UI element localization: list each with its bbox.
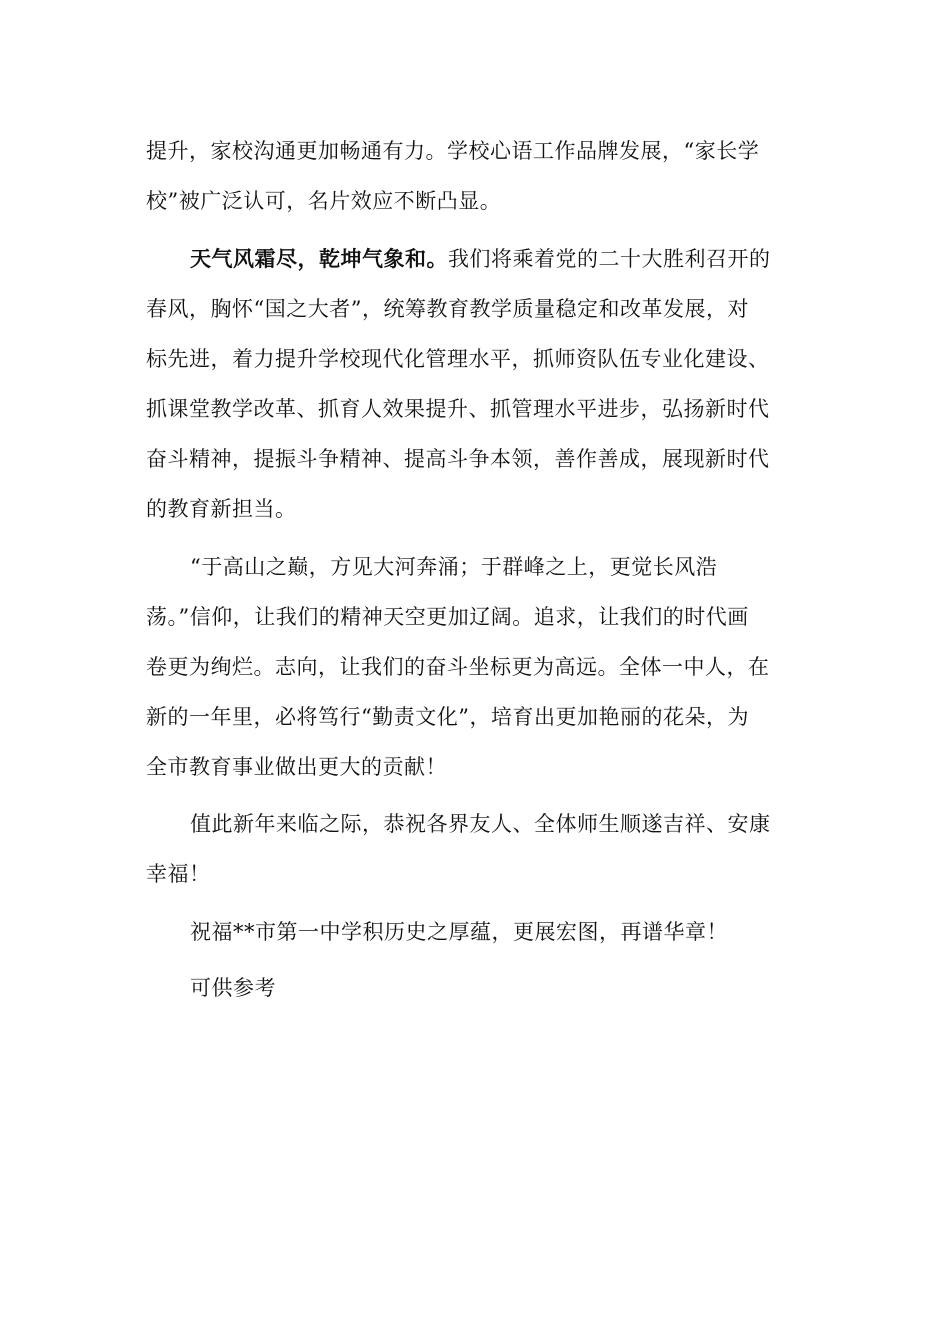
paragraph-4-line-1: 值此新年来临之际，恭祝各界友人、全体师生顺遂吉祥、安康 [190, 812, 771, 836]
paragraph-2-line-6: 的教育新担当。 [146, 497, 297, 521]
paragraph-4-line-2: 幸福！ [146, 862, 211, 886]
paragraph-2-line-1 [190, 244, 771, 274]
paragraph-2-line-2: 春风，胸怀“国之大者”，统筹教育教学质量稳定和改革发展，对 [146, 297, 749, 321]
paragraph-1-line-1: 提升，家校沟通更加畅通有力。学校心语工作品牌发展，“家长学 [146, 139, 760, 163]
paragraph-2-line-3: 标先进，着力提升学校现代化管理水平，抓师资队伍专业化建设、 [146, 347, 770, 371]
paragraph-2-line-4: 抓课堂教学改革、抓育人效果提升、抓管理水平进步，弘扬新时代 [146, 397, 770, 421]
paragraph-3-line-4: 新的一年里，必将笃行“勤责文化”，培育出更加艳丽的花朵，为 [146, 705, 749, 729]
paragraph-3-line-3: 卷更为绚烂。志向，让我们的奋斗坐标更为高远。全体一中人，在 [146, 655, 770, 679]
paragraph-2-line-5: 奋斗精神，提振斗争精神、提高斗争本领，善作善成，展现新时代 [146, 447, 770, 471]
paragraph-3-line-2: 荡。”信仰，让我们的精神天空更加辽阔。追求，让我们的时代画 [146, 605, 749, 629]
paragraph-3-line-5: 全市教育事业做出更大的贡献！ [146, 755, 447, 779]
paragraph-1-line-2: 校”被广泛认可，名片效应不断凸显。 [146, 189, 502, 213]
paragraph-5-line-1: 祝福**市第一中学积历史之厚蕴，更展宏图，再谱华章！ [190, 920, 728, 944]
paragraph-6-line-1: 可供参考 [190, 976, 276, 1000]
paragraph-3-line-1: “于高山之巅，方见大河奔涌；于群峰之上，更觉长风浩 [190, 555, 718, 579]
paragraph-2-bold-lead: 天气风霜尽，乾坤气象和。 [190, 246, 448, 271]
paragraph-2-line-1-rest: 我们将乘着党的二十大胜利召开的 [448, 247, 771, 271]
